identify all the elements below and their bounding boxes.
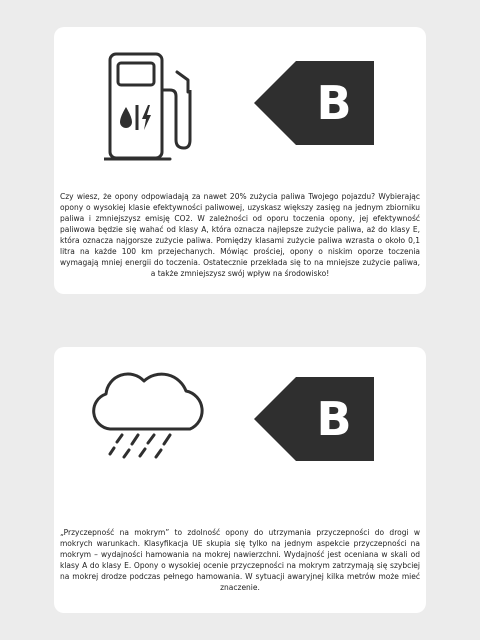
rain-cloud-icon bbox=[86, 369, 210, 465]
fuel-pump-icon bbox=[104, 50, 194, 166]
wet-grip-card bbox=[54, 347, 426, 613]
fuel-efficiency-card bbox=[54, 27, 426, 294]
fuel-efficiency-description: Czy wiesz, że opony odpowiadają za nawet 20% zużycia paliwa Twojego pojazdu? Wybierając opony o wysokiej klasie efektywności paliwowej, uzyskasz większy zasięg na jednym zbiorniku paliwa i zmniejszysz emisję CO2. W zależności od oporu toczenia opony, jej efektywność paliwowa będzie się wahać od klasy A, która oznacza najlepsze zużycie paliwa, aż do klasy E, która oznacza najgorsze zużycie paliwa. Pomiędzy klasami zużycie paliwa wzrasta o około 0,1 litra na każde 100 km przejechanych. Mówiąc prościej, opony o niskim oporze toczenia wymagają mniej energii do toczenia. Ostatecznie przekłada się to na mniejsze zużycie paliwa, a także zmniejszysz swój wpływ na środowisko! bbox=[60, 192, 420, 278]
wet-grip-grade-badge bbox=[254, 377, 374, 461]
fuel-efficiency-grade-letter: B bbox=[316, 76, 352, 130]
wet-grip-description: „Przyczepność na mokrym” to zdolność opony do utrzymania przyczepności do drogi w mokrych warunkach. Klasyfikacja UE skupia się tylko na jednym aspekcie przyczepności na mokrym – wydajności hamowania na mokrej nawierzchni. Wydajność jest oceniana w skali od klasy A do klasy E. Opony o wysokiej ocenie przyczepności na mokrym zatrzymają się szybciej na mokrej drodze podczas pełnego hamowania. W sytuacji awaryjnej kilka metrów może mieć znaczenie. bbox=[60, 528, 420, 592]
wet-grip-grade-letter: B bbox=[316, 392, 352, 446]
fuel-efficiency-grade-badge bbox=[254, 61, 374, 145]
